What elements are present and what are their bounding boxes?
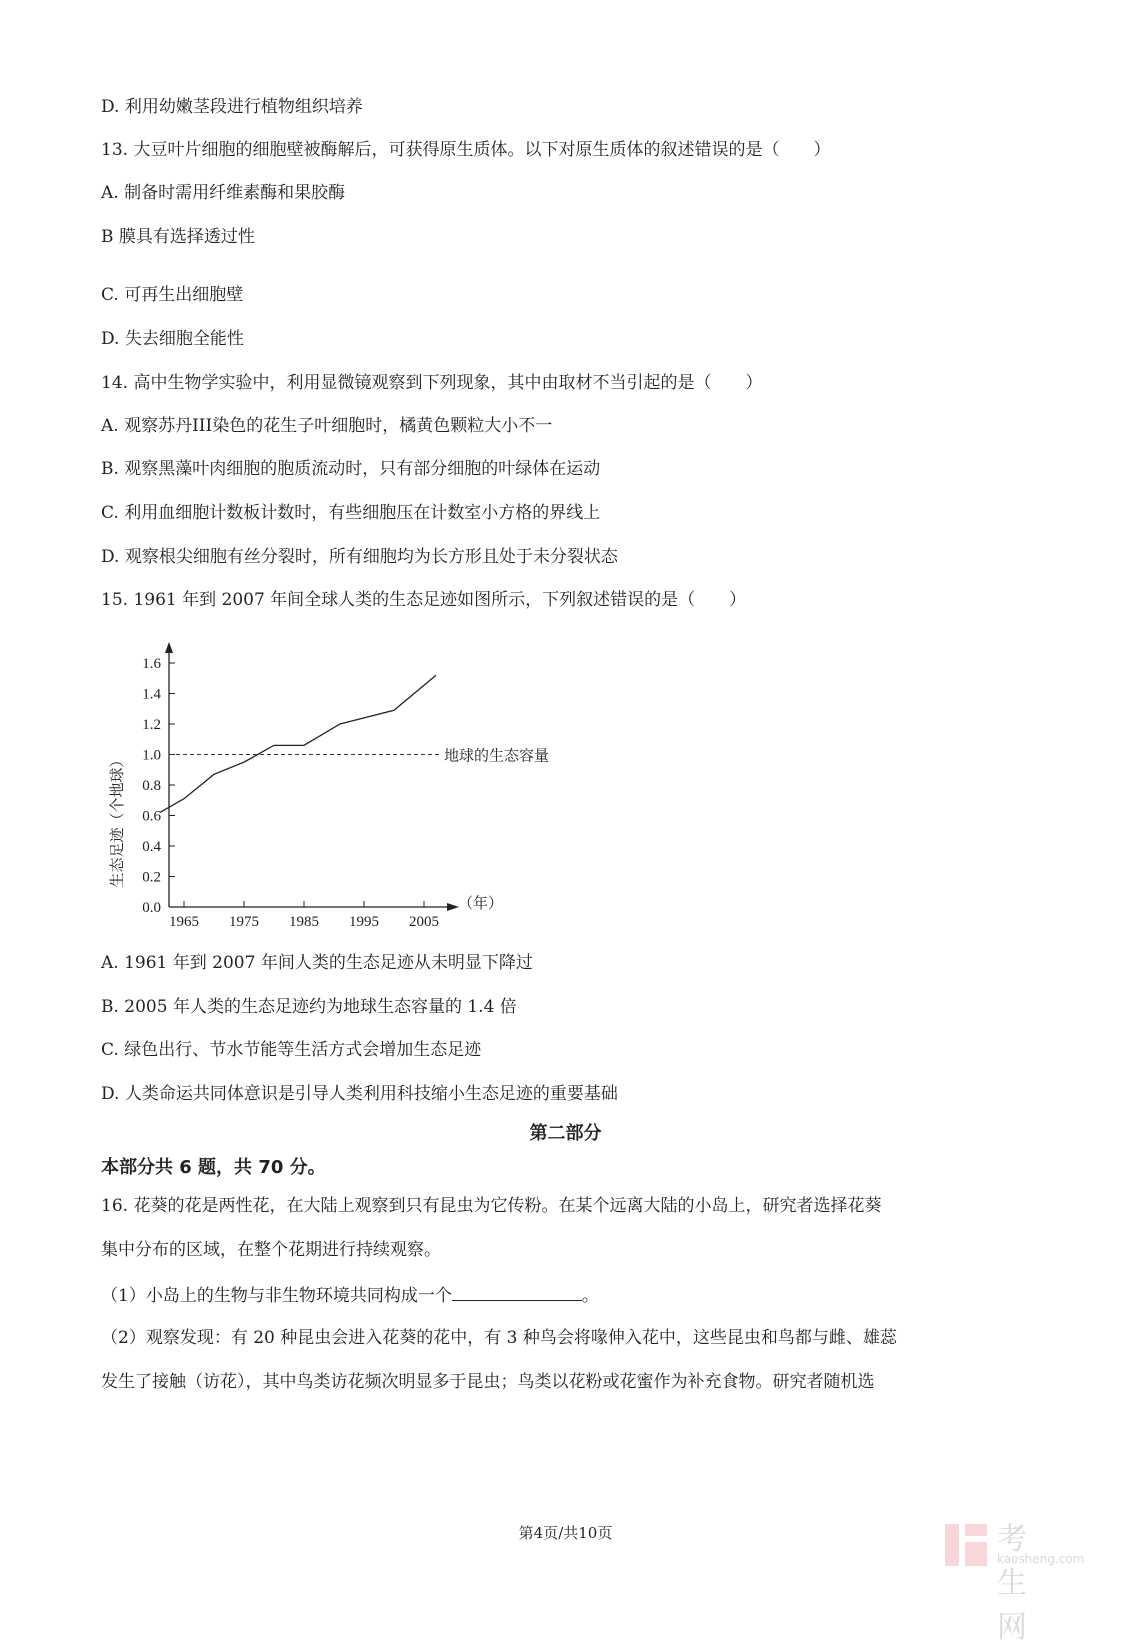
y-axis-arrow xyxy=(165,642,173,653)
q15-option-c: C. 绿色出行、节水节能等生活方式会增加生态足迹 xyxy=(101,1040,482,1060)
chart-axes xyxy=(142,642,459,930)
q16-part1-end: 。 xyxy=(581,1286,599,1306)
q16-part1 xyxy=(101,1284,599,1307)
q16-part2-line1: （2）观察发现：有 20 种昆虫会进入花葵的花中，有 3 种鸟会将喙伸入花中，这些昆虫和鸟都与雌、雄蕊 xyxy=(101,1328,897,1348)
y-tick-label: 0.4 xyxy=(142,839,161,855)
q14-option-a: A. 观察苏丹III染色的花生子叶细胞时，橘黄色颗粒大小不一 xyxy=(101,416,553,436)
q15-stem: 15. 1961 年到 2007 年间全球人类的生态足迹如图所示，下列叙述错误的是（ ） xyxy=(101,590,747,610)
y-tick-label: 0.8 xyxy=(142,778,161,794)
x-tick-label: 1975 xyxy=(229,914,259,930)
part-two-heading: 第二部分 xyxy=(529,1123,602,1144)
watermark-text: 考生网 xyxy=(997,1522,1029,1645)
q16-part1-text: （1）小岛上的生物与非生物环境共同构成一个 xyxy=(101,1286,452,1306)
q14-stem: 14. 高中生物学实验中，利用显微镜观察到下列现象，其中由取材不当引起的是（ ） xyxy=(101,373,763,393)
y-axis-label: 生态足迹（个地球） xyxy=(110,752,126,888)
x-tick-label: 1995 xyxy=(349,914,379,930)
y-tick-label: 0.6 xyxy=(142,808,161,825)
q16-stem-line1: 16. 花葵的花是两性花，在大陆上观察到只有昆虫为它传粉。在某个远离大陆的小岛上，研究者选择花葵 xyxy=(101,1196,882,1216)
q13-option-a: A. 制备时需用纤维素酶和果胶酶 xyxy=(101,183,346,203)
y-tick-label: 0.0 xyxy=(142,900,161,916)
footprint-line xyxy=(160,675,436,812)
q12-option-d: D. 利用幼嫩茎段进行植物组织培养 xyxy=(101,97,363,117)
page-footer: 第4页/共10页 xyxy=(518,1524,613,1542)
q14-option-d: D. 观察根尖细胞有丝分裂时，所有细胞均为长方形且处于未分裂状态 xyxy=(101,547,618,567)
watermark-url: kaosheng.com xyxy=(997,1552,1085,1566)
q14-option-c: C. 利用血细胞计数板计数时，有些细胞压在计数室小方格的界线上 xyxy=(101,503,601,523)
q15-option-d: D. 人类命运共同体意识是引导人类利用科技缩小生态足迹的重要基础 xyxy=(101,1084,618,1104)
q16-stem-line2: 集中分布的区域，在整个花期进行持续观察。 xyxy=(101,1240,441,1260)
y-tick-label: 0.2 xyxy=(142,869,161,886)
x-axis-label: （年） xyxy=(458,896,504,912)
q13-stem: 13. 大豆叶片细胞的细胞壁被酶解后，可获得原生质体。以下对原生质体的叙述错误的是（ ） xyxy=(101,140,831,160)
capacity-label: 地球的生态容量 xyxy=(444,748,550,765)
q16-part2-line2: 发生了接触（访花），其中鸟类访花频次明显多于昆虫；鸟类以花粉或花蜜作为补充食物。研究者随机选 xyxy=(101,1372,875,1392)
y-tick-label: 1.0 xyxy=(142,747,161,764)
q13-option-b: B 膜具有选择透过性 xyxy=(101,227,255,247)
q14-option-b: B. 观察黑藻叶肉细胞的胞质流动时，只有部分细胞的叶绿体在运动 xyxy=(101,459,601,479)
q15-option-b: B. 2005 年人类的生态足迹约为地球生态容量的 1.4 倍 xyxy=(101,997,517,1017)
y-tick-label: 1.4 xyxy=(142,686,161,703)
y-tick-label: 1.2 xyxy=(142,717,161,733)
q13-option-c: C. 可再生出细胞壁 xyxy=(101,285,244,305)
y-tick-label: 1.6 xyxy=(142,656,161,672)
ecological-footprint-chart xyxy=(100,630,600,930)
q15-option-a: A. 1961 年到 2007 年间人类的生态足迹从未明显下降过 xyxy=(101,953,533,973)
answer-blank[interactable] xyxy=(452,1284,582,1301)
kaosheng-logo-icon xyxy=(945,1520,991,1570)
x-tick-label: 2005 xyxy=(409,914,439,930)
x-tick-label: 1985 xyxy=(289,914,319,930)
part-two-description: 本部分共 6 题，共 70 分。 xyxy=(101,1157,326,1178)
watermark-logo xyxy=(945,1520,1085,1645)
q13-option-d: D. 失去细胞全能性 xyxy=(101,329,244,349)
x-tick-label: 1965 xyxy=(169,914,199,930)
